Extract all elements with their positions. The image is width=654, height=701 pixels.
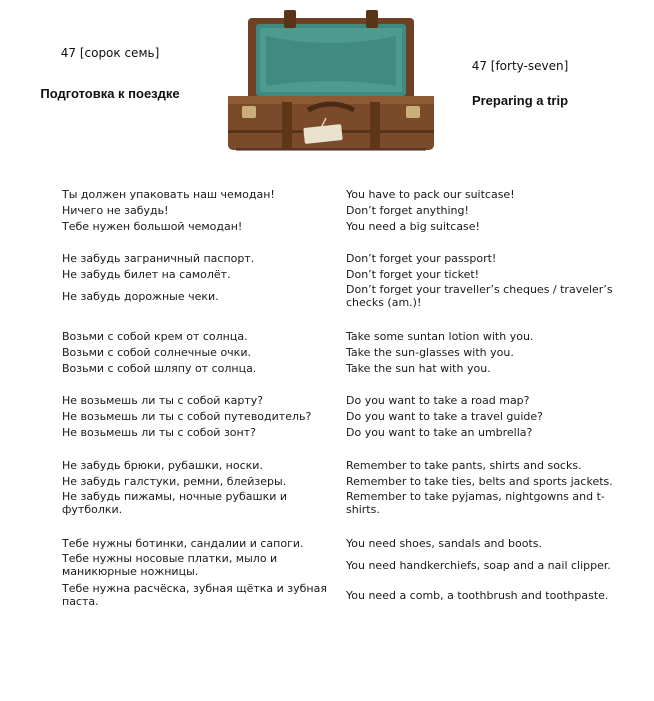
phrase-english: Do you want to take a road map? <box>346 393 530 407</box>
phrase-row <box>0 473 654 489</box>
phrase-row <box>0 408 654 424</box>
phrase-english: Take some suntan lotion with you. <box>346 329 534 343</box>
phrase-russian: Не забудь билет на самолёт. <box>62 267 231 281</box>
phrase-english: Remember to take pants, shirts and socks. <box>346 458 582 472</box>
phrase-row <box>0 360 654 376</box>
phrase-russian: Возьми с собой солнечные очки. <box>62 345 251 359</box>
phrase-row <box>0 328 654 344</box>
phrase-russian: Возьми с собой шляпу от солнца. <box>62 361 257 375</box>
phrase-row <box>0 580 654 610</box>
phrase-row <box>0 202 654 218</box>
phrase-russian: Тебе нужны носовые платки, мыло и маникюрные ножницы. <box>62 552 278 578</box>
phrase-row <box>0 535 654 551</box>
phrase-russian: Ничего не забудь! <box>62 203 169 217</box>
phrase-english: You have to pack our suitcase! <box>346 187 515 201</box>
phrase-russian: Не забудь галстуки, ремни, блейзеры. <box>62 474 287 488</box>
lesson-number-english: 47 [forty-seven] <box>471 59 569 73</box>
phrase-russian: Не забудь брюки, рубашки, носки. <box>62 458 263 472</box>
phrase-row <box>0 392 654 408</box>
phrase-russian: Не возьмешь ли ты с собой зонт? <box>62 425 256 439</box>
phrase-russian: Не возьмешь ли ты с собой карту? <box>62 393 264 407</box>
phrase-row <box>0 344 654 360</box>
phrase-row <box>0 282 654 310</box>
phrase-russian: Не возьмешь ли ты с собой путеводитель? <box>62 409 312 423</box>
phrase-english: Don’t forget your passport! <box>346 251 497 265</box>
phrase-row <box>0 250 654 266</box>
phrase-english: You need handkerchiefs, soap and a nail clipper. <box>346 558 611 572</box>
phrase-russian: Не забудь дорожные чеки. <box>62 289 219 303</box>
lesson-title-russian: Подготовка к поездке <box>40 86 180 101</box>
phrase-russian: Не забудь пижамы, ночные рубашки и футболки. <box>62 490 288 516</box>
phrase-english: Don’t forget your traveller’s cheques / traveler’s checks (am.)! <box>346 283 613 309</box>
phrase-row <box>0 218 654 234</box>
phrase-english: You need shoes, sandals and boots. <box>346 536 542 550</box>
phrase-russian: Возьми с собой крем от солнца. <box>62 329 248 343</box>
phrase-english: Remember to take ties, belts and sports jackets. <box>346 474 613 488</box>
phrase-english: Take the sun hat with you. <box>346 361 491 375</box>
lesson-title-english: Preparing a trip <box>471 93 569 108</box>
phrase-russian: Ты должен упаковать наш чемодан! <box>62 187 275 201</box>
phrase-english: Don’t forget your ticket! <box>346 267 480 281</box>
phrase-english: Remember to take pyjamas, nightgowns and t-shirts. <box>346 490 605 516</box>
phrase-english: Do you want to take an umbrella? <box>346 425 533 439</box>
phrase-english: You need a big suitcase! <box>346 219 480 233</box>
phrase-row <box>0 424 654 440</box>
phrase-russian: Не забудь заграничный паспорт. <box>62 251 255 265</box>
phrase-english: Do you want to take a travel guide? <box>346 409 544 423</box>
phrase-english: Don’t forget anything! <box>346 203 469 217</box>
phrase-row <box>0 551 654 579</box>
phrase-russian: Тебе нужны ботинки, сандалии и сапоги. <box>62 536 304 550</box>
phrase-russian: Тебе нужна расчёска, зубная щётка и зубная паста. <box>62 582 327 608</box>
phrase-row <box>0 266 654 282</box>
phrase-row <box>0 457 654 473</box>
phrase-russian: Тебе нужен большой чемодан! <box>62 219 243 233</box>
phrase-row <box>0 186 654 202</box>
lesson-number-russian: 47 [сорок семь] <box>60 46 160 60</box>
phrase-row <box>0 489 654 517</box>
phrase-english: Take the sun-glasses with you. <box>346 345 514 359</box>
phrase-english: You need a comb, a toothbrush and toothpaste. <box>346 588 609 602</box>
